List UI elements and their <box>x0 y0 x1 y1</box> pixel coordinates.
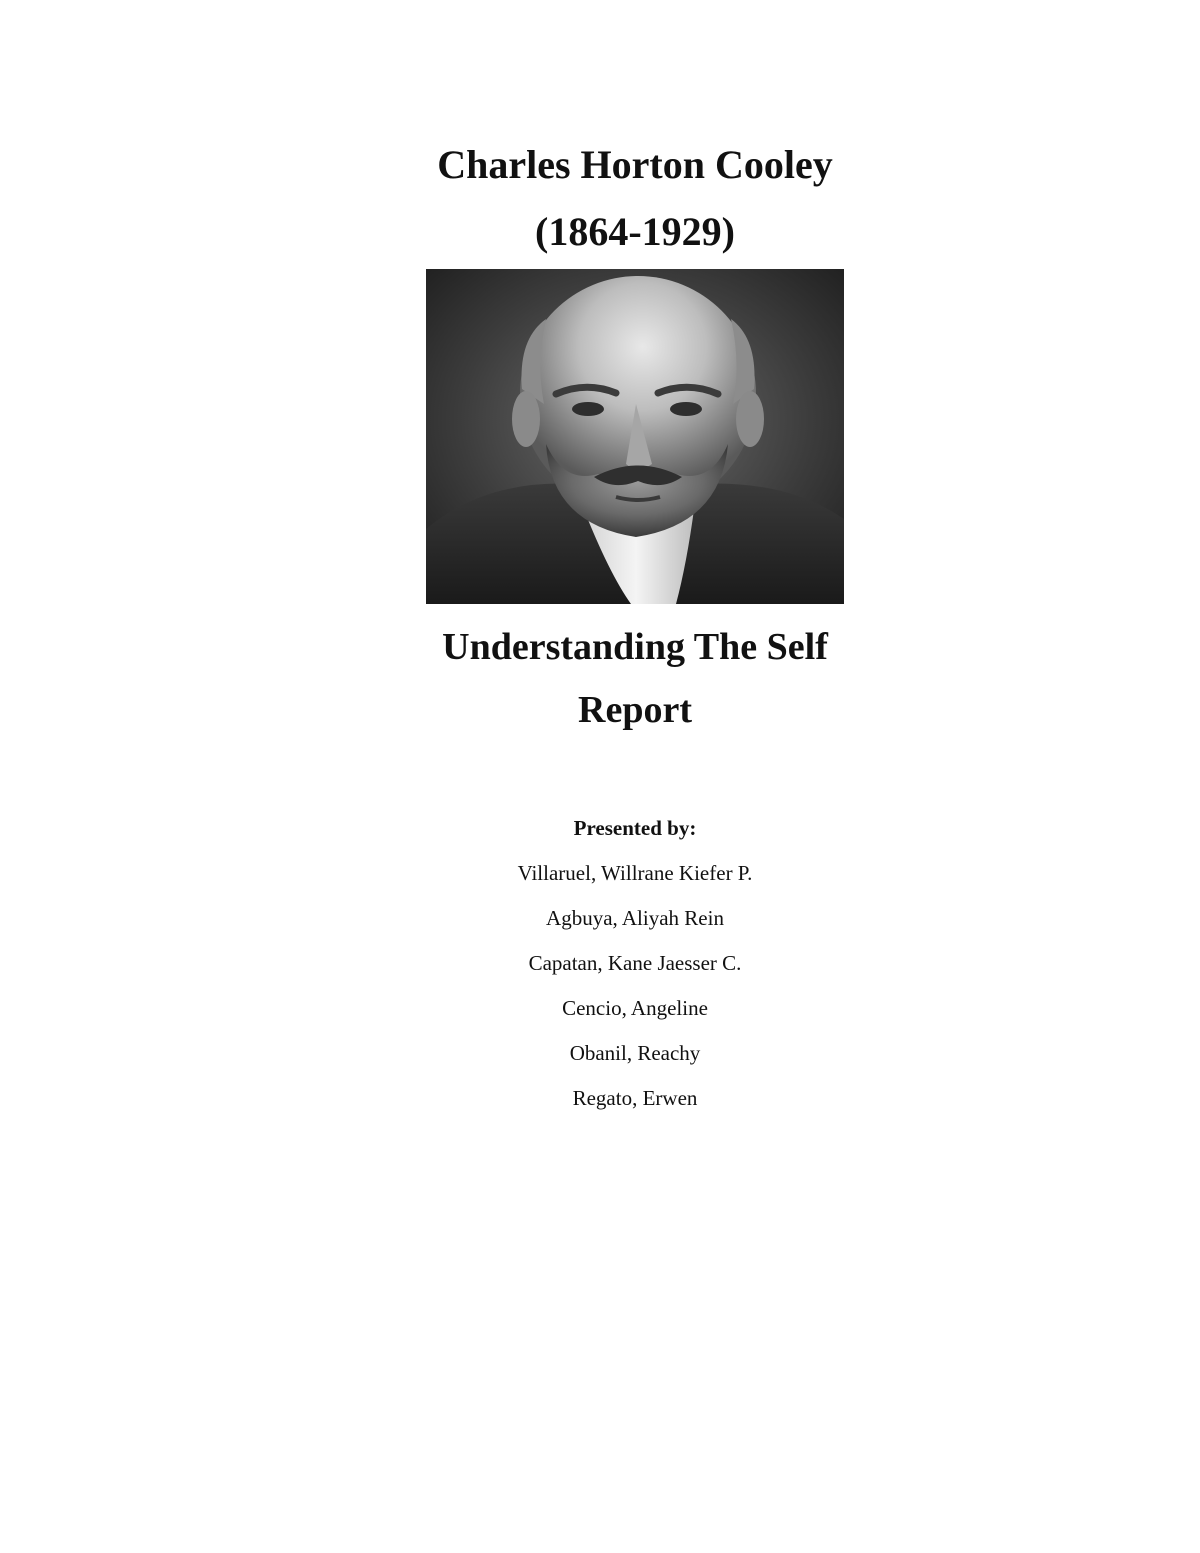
report-subtitle: Report <box>578 689 692 731</box>
report-title: Understanding The Self <box>442 626 828 668</box>
presenter-name: Obanil, Reachy <box>569 1041 701 1065</box>
presenter-name: Capatan, Kane Jaesser C. <box>528 951 742 975</box>
presenter-name: Agbuya, Aliyah Rein <box>546 906 724 930</box>
presented-by-label: Presented by: <box>573 816 697 840</box>
subject-name: Charles Horton Cooley <box>437 142 833 187</box>
presenter-name: Cencio, Angeline <box>562 996 708 1020</box>
presenter-name: Regato, Erwen <box>572 1086 698 1110</box>
portrait-photo <box>426 269 844 604</box>
presenters-list <box>385 816 885 1131</box>
subject-years: (1864-1929) <box>535 209 735 254</box>
presenter-name: Villaruel, Willrane Kiefer P. <box>517 861 753 885</box>
